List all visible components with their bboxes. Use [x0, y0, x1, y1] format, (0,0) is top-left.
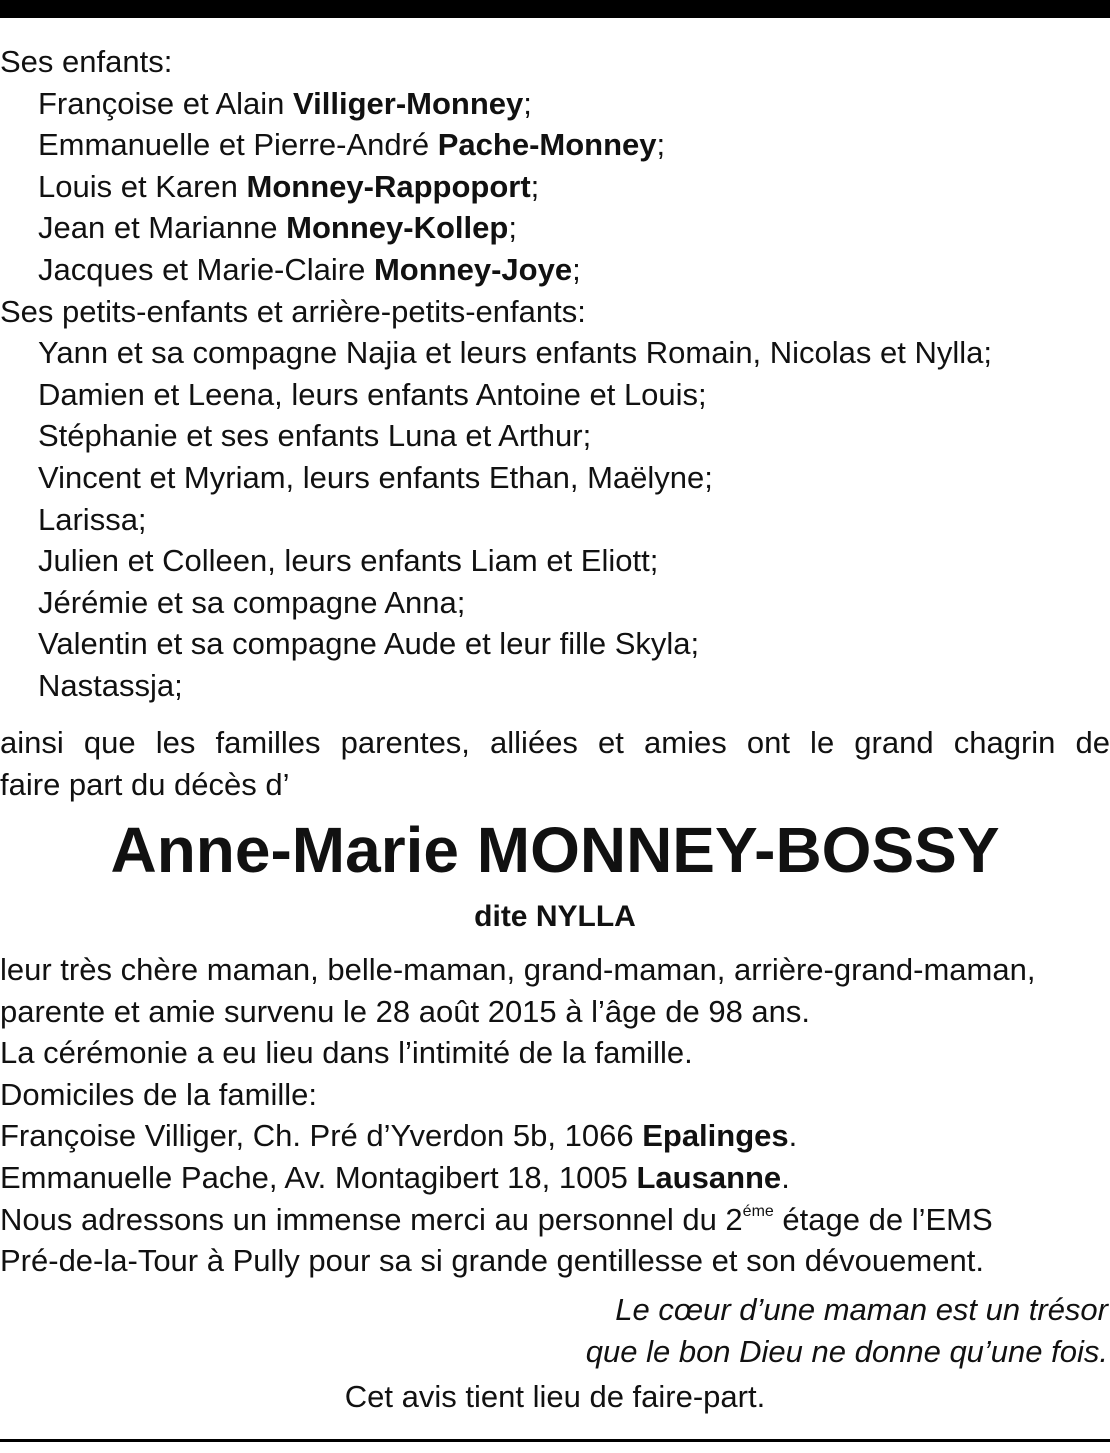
punct: ; — [572, 251, 581, 287]
closing-note: Cet avis tient lieu de faire-part. — [344, 1379, 766, 1414]
child-surname: Pache-Monney — [437, 127, 657, 163]
quote-line: que le bon Dieu ne donne qu’une fois. — [585, 1334, 1108, 1369]
ordinal-suffix: éme — [742, 1202, 774, 1220]
punct: ; — [523, 85, 532, 121]
child-names: Emmanuelle et Pierre-André — [38, 127, 438, 163]
child-names: Louis et Karen — [38, 168, 247, 204]
children-heading: Ses enfants: — [0, 44, 173, 79]
punct: ; — [508, 210, 517, 246]
child-surname: Monney-Rappoport — [246, 168, 531, 204]
quote-line: Le cœur d’une maman est un trésor — [615, 1292, 1108, 1327]
grandchild-entry: Jérémie et sa compagne Anna; — [38, 584, 466, 620]
thanks-text: Nous adressons un immense merci au personnel du 2 — [0, 1201, 743, 1237]
child-names: Françoise et Alain — [38, 85, 294, 121]
deceased-name: Anne-Marie MONNEY-BOSSY — [110, 814, 1000, 886]
grandchild-entry: Stéphanie et ses enfants Luna et Arthur; — [38, 418, 592, 454]
grandchild-entry: Damien et Leena, leurs enfants Antoine et Louis; — [38, 376, 707, 412]
punct: . — [781, 1159, 790, 1195]
grandchild-entry: Vincent et Myriam, leurs enfants Ethan, Maëlyne; — [38, 459, 713, 495]
child-entry — [0, 249, 1110, 291]
thanks-text: étage de l’EMS — [773, 1201, 993, 1237]
punct: ; — [656, 127, 666, 163]
child-entry — [0, 207, 1110, 249]
family-list — [0, 41, 1110, 707]
details-line: leur très chère maman, belle-maman, grand-maman, arrière-grand-maman, — [0, 952, 1036, 987]
child-surname: Monney-Kollep — [286, 210, 509, 246]
address-city: Lausanne — [636, 1159, 782, 1195]
grandchild-entry: Yann et sa compagne Najia et leurs enfants Romain, Nicolas et Nylla; — [38, 335, 993, 371]
thanks-line: Pré-de-la-Tour à Pully pour sa si grande gentillesse et son dévouement. — [0, 1243, 984, 1279]
child-surname: Villiger-Monney — [293, 85, 524, 121]
details-line: parente et amie survenu le 28 août 2015 à l’âge de 98 ans. — [0, 993, 811, 1029]
announcement — [0, 722, 1110, 805]
grandchild-entry: Valentin et sa compagne Aude et leur fille Skyla; — [38, 626, 700, 662]
grandchild-entry: Larissa; — [38, 501, 147, 537]
deceased-alias: dite NYLLA — [474, 900, 636, 933]
details — [0, 949, 1110, 1282]
details-line: Domiciles de la famille: — [0, 1076, 317, 1112]
child-surname: Monney-Joye — [373, 251, 573, 287]
child-entry — [0, 166, 1110, 208]
details-line: La cérémonie a eu lieu dans l’intimité de la famille. — [0, 1035, 693, 1071]
grandchildren-heading: Ses petits-enfants et arrière-petits-enfants: — [0, 293, 586, 329]
announcement-line-1: ainsi que les familles parentes, alliées et amies ont le grand chagrin de — [0, 725, 1110, 760]
bottom-border — [0, 1439, 1110, 1442]
child-entry — [0, 124, 1110, 166]
address-text: Françoise Villiger, Ch. Pré d’Yverdon 5b, 1066 — [0, 1118, 643, 1154]
quote — [586, 1289, 1108, 1373]
grandchild-entry: Nastassja; — [38, 667, 183, 703]
thanks-line — [0, 1199, 1110, 1241]
child-entry — [0, 83, 1110, 125]
announcement-line-2: faire part du décès d’ — [0, 766, 290, 802]
punct: . — [788, 1118, 798, 1154]
child-names: Jacques et Marie-Claire — [38, 251, 374, 287]
punct: ; — [530, 168, 540, 204]
address-city: Epalinges — [642, 1118, 789, 1154]
address-line — [0, 1157, 1110, 1199]
address-text: Emmanuelle Pache, Av. Montagibert 18, 1005 — [0, 1159, 637, 1195]
child-names: Jean et Marianne — [38, 210, 287, 246]
grandchild-entry: Julien et Colleen, leurs enfants Liam et Eliott; — [38, 543, 659, 579]
address-line — [0, 1115, 1110, 1157]
top-border — [0, 0, 1110, 18]
